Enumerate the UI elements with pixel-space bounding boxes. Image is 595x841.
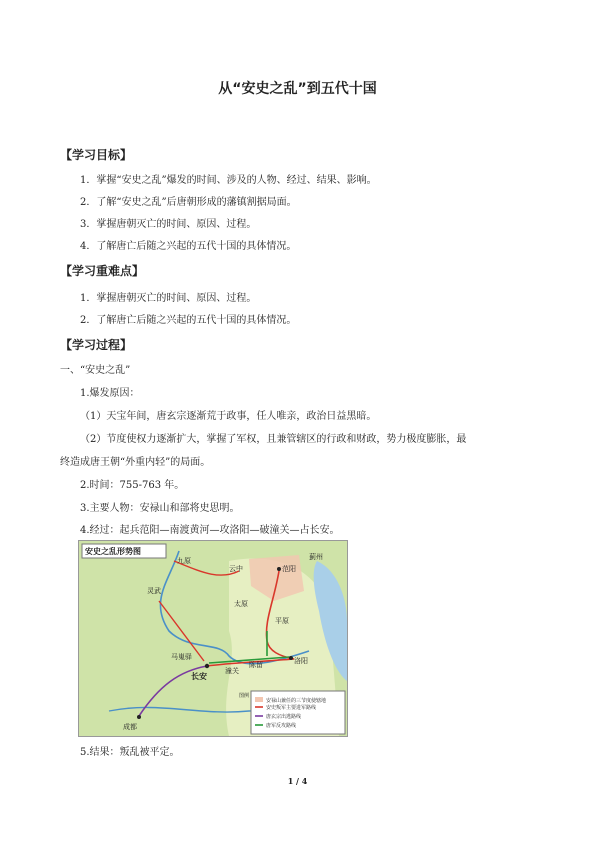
process-subheading: 一、“安史之乱” xyxy=(60,365,131,376)
key-point-item: 2．了解唐亡后随之兴起的五代十国的具体情况。 xyxy=(80,315,297,326)
process-item: （2）节度使权力逐渐扩大，掌握了军权，且兼管辖区的行政和财政，势力极度膨胀，最 xyxy=(80,434,467,445)
place-label: 云中 xyxy=(229,565,243,573)
goal-item: 1．掌握“安史之乱”爆发的时间、涉及的人物、经过、结果、影响。 xyxy=(80,175,377,186)
legend-entry: 安禄山兼任的三节度使辖地 xyxy=(266,698,327,704)
place-label: 平原 xyxy=(275,617,289,625)
place-label: 潼关 xyxy=(225,667,239,675)
place-label: 洛阳 xyxy=(294,657,308,665)
place-label: 九原 xyxy=(177,557,191,565)
an-shi-rebellion-map xyxy=(78,540,348,737)
legend-entry: 唐军反攻路线 xyxy=(266,723,297,729)
legend-entry: 安史叛军主要进军路线 xyxy=(266,705,317,711)
place-label: 太原 xyxy=(234,600,248,608)
city-changan-dot xyxy=(205,664,209,668)
place-label: 长安 xyxy=(191,672,207,681)
goal-item: 4．了解唐亡后随之兴起的五代十国的具体情况。 xyxy=(80,241,297,252)
city-chengdu-dot xyxy=(137,715,141,719)
goal-item: 3．掌握唐朝灭亡的时间、原因、过程。 xyxy=(80,219,257,230)
place-label: 马嵬驿 xyxy=(171,653,192,661)
place-label: 蓟州 xyxy=(309,553,323,561)
city-fanyang-dot xyxy=(277,567,281,571)
place-label: 范阳 xyxy=(282,565,296,573)
process-item: 3.主要人物：安禄山和部将史思明。 xyxy=(80,503,240,514)
process-item: 1.爆发原因： xyxy=(80,388,140,399)
city-luoyang-dot xyxy=(289,656,293,660)
legend-entry: 唐玄宗出逃路线 xyxy=(266,714,302,720)
goals-heading: 【学习目标】 xyxy=(60,148,133,162)
key-points-heading: 【学习重难点】 xyxy=(60,264,145,278)
page-number: 1 / 4 xyxy=(287,776,308,786)
process-item: 终造成唐王朝“外重内轻”的局面。 xyxy=(60,457,211,468)
page-title: 从“安史之乱”到五代十国 xyxy=(218,81,377,97)
process-result: 5.结果：叛乱被平定。 xyxy=(80,747,180,758)
process-item: （1）天宝年间，唐玄宗逐渐荒于政事，任人唯亲，政治日益黑暗。 xyxy=(80,411,377,422)
place-label: 陈留 xyxy=(249,661,263,669)
process-heading: 【学习过程】 xyxy=(60,338,133,352)
process-item: 2.时间：755-763 年。 xyxy=(80,480,185,491)
legend-tag: 图例 xyxy=(239,693,250,699)
map-title: 安史之乱形势图 xyxy=(85,547,141,556)
process-item: 4.经过：起兵范阳—南渡黄河—攻洛阳—破潼关—占长安。 xyxy=(80,525,340,536)
legend-swatch-region xyxy=(255,697,263,702)
key-point-item: 1．掌握唐朝灭亡的时间、原因、过程。 xyxy=(80,293,257,304)
place-label: 成都 xyxy=(123,723,137,731)
goal-item: 2．了解“安史之乱”后唐朝形成的藩镇割据局面。 xyxy=(80,197,297,208)
place-label: 灵武 xyxy=(147,587,161,595)
